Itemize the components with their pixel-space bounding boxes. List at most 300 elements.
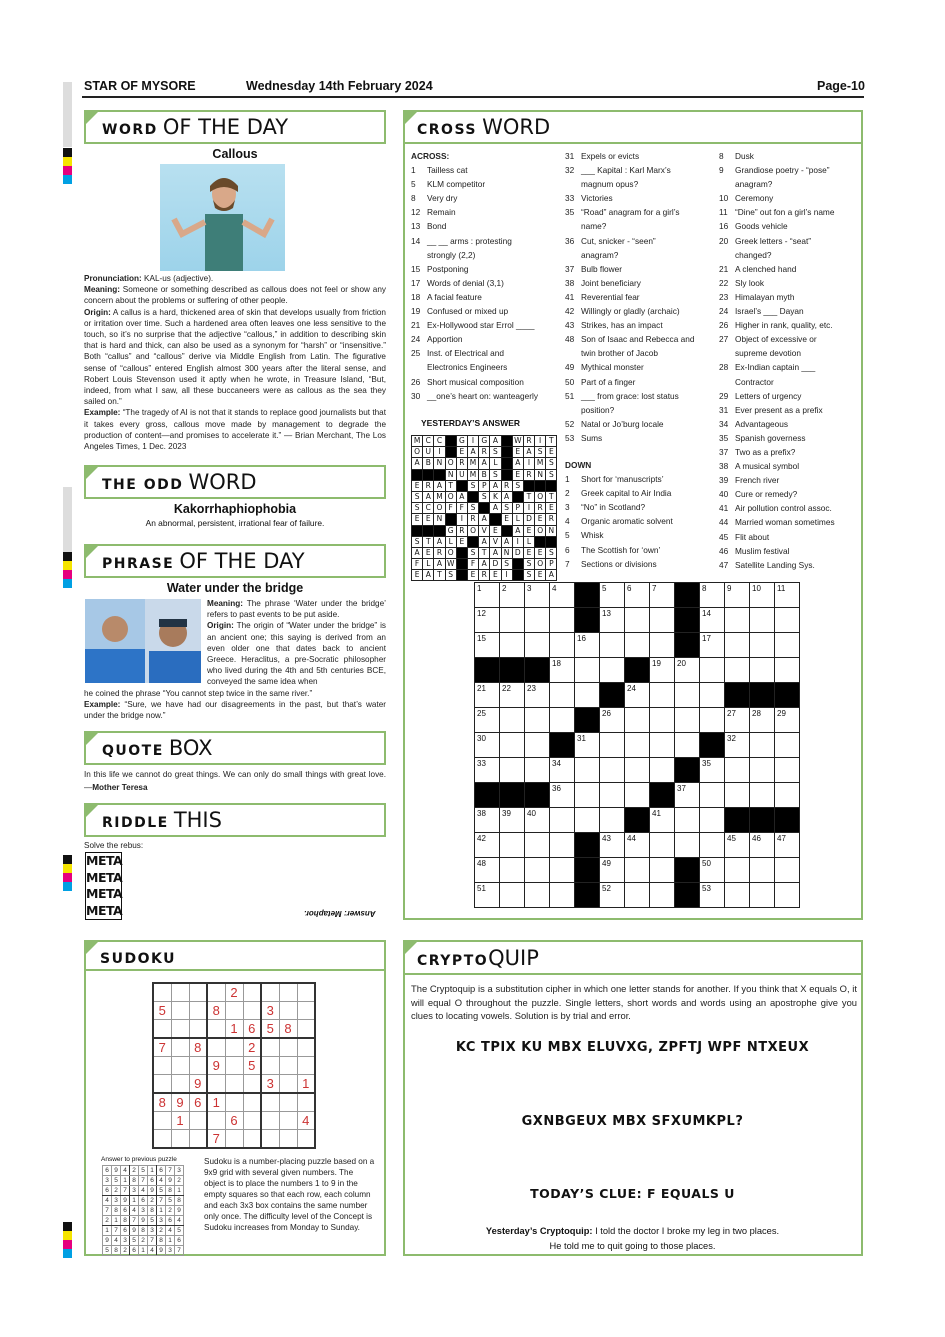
crossword-cell[interactable] — [700, 658, 725, 683]
sudoku-cell[interactable] — [297, 1057, 315, 1075]
crossword-cell[interactable]: 26 — [600, 708, 625, 733]
crossword-cell[interactable] — [575, 758, 600, 783]
black-square[interactable] — [675, 583, 700, 608]
crossword-cell[interactable]: 8 — [700, 583, 725, 608]
sudoku-cell[interactable] — [171, 1002, 189, 1020]
crossword-cell[interactable] — [575, 808, 600, 833]
crossword-cell[interactable] — [700, 683, 725, 708]
sudoku-cell[interactable]: 8 — [207, 1002, 225, 1020]
sudoku-cell[interactable] — [261, 983, 279, 1002]
clue-number: 3 — [565, 502, 570, 513]
black-square[interactable] — [575, 858, 600, 883]
clue-number: 43 — [565, 320, 575, 331]
crossword-cell[interactable]: 12 — [475, 608, 500, 633]
crossword-cell[interactable] — [775, 608, 800, 633]
crossword-cell[interactable]: 34 — [550, 758, 575, 783]
sudoku-cell: 9 — [130, 1226, 139, 1236]
crossword-cell[interactable] — [775, 733, 800, 758]
sudoku-cell[interactable] — [207, 983, 225, 1002]
crossword-cell[interactable] — [525, 758, 550, 783]
black-square[interactable] — [575, 583, 600, 608]
sudoku-cell[interactable] — [171, 1038, 189, 1057]
answer-cell: I — [434, 447, 445, 458]
sudoku-cell[interactable] — [171, 1075, 189, 1094]
black-square[interactable] — [475, 658, 500, 683]
answer-cell: N — [434, 514, 445, 525]
black-square[interactable] — [750, 683, 775, 708]
crossword-cell[interactable] — [600, 808, 625, 833]
sudoku-cell[interactable] — [189, 983, 207, 1002]
crossword-cell[interactable]: 10 — [750, 583, 775, 608]
black-square[interactable] — [575, 883, 600, 908]
crossword-cell[interactable] — [525, 708, 550, 733]
crossword-cell[interactable]: 48 — [475, 858, 500, 883]
crossword-cell[interactable] — [600, 733, 625, 758]
crossword-cell[interactable] — [725, 608, 750, 633]
crossword-cell[interactable] — [650, 608, 675, 633]
crossword-cell[interactable]: 9 — [725, 583, 750, 608]
crossword-cell[interactable] — [650, 733, 675, 758]
black-square[interactable] — [500, 783, 525, 808]
crossword-cell[interactable]: 13 — [600, 608, 625, 633]
sudoku-cell[interactable] — [153, 1075, 171, 1094]
crossword-cell[interactable] — [600, 658, 625, 683]
sudoku-cell: 2 — [148, 1196, 157, 1206]
black-square[interactable] — [675, 758, 700, 783]
crossword-cell[interactable] — [625, 733, 650, 758]
crossword-cell[interactable]: 51 — [475, 883, 500, 908]
crossword-cell[interactable]: 42 — [475, 833, 500, 858]
sudoku-cell[interactable]: 1 — [297, 1075, 315, 1094]
sudoku-cell[interactable] — [279, 1112, 297, 1130]
crossword-cell[interactable] — [750, 608, 775, 633]
crossword-cell[interactable] — [500, 883, 525, 908]
sudoku-cell[interactable] — [279, 1075, 297, 1094]
sudoku-cell[interactable]: 8 — [189, 1038, 207, 1057]
black-square — [523, 480, 534, 491]
crossword-cell[interactable] — [650, 758, 675, 783]
black-square[interactable] — [675, 858, 700, 883]
sudoku-cell[interactable] — [207, 1112, 225, 1130]
crossword-cell[interactable]: 45 — [725, 833, 750, 858]
sudoku-cell[interactable] — [189, 1112, 207, 1130]
crossword-cell[interactable]: 30 — [475, 733, 500, 758]
sudoku-cell[interactable]: 7 — [207, 1130, 225, 1149]
answer-cell: F — [412, 559, 423, 570]
sudoku-cell[interactable]: 4 — [297, 1112, 315, 1130]
black-square[interactable] — [500, 658, 525, 683]
crossword-cell[interactable] — [500, 608, 525, 633]
sudoku-cell[interactable] — [189, 1057, 207, 1075]
print-mark — [63, 1222, 72, 1231]
crossword-cell[interactable]: 28 — [750, 708, 775, 733]
black-square[interactable] — [550, 733, 575, 758]
crossword-cell[interactable] — [775, 858, 800, 883]
crossword-cell[interactable] — [550, 808, 575, 833]
crossword-cell[interactable] — [550, 883, 575, 908]
crossword-cell[interactable]: 14 — [700, 608, 725, 633]
crossword-cell[interactable] — [575, 683, 600, 708]
crossword-cell[interactable] — [725, 658, 750, 683]
sudoku-cell[interactable] — [297, 1038, 315, 1057]
sudoku-cell[interactable]: 6 — [189, 1093, 207, 1112]
sudoku-cell[interactable]: 8 — [279, 1020, 297, 1039]
sudoku-cell[interactable]: 2 — [243, 1038, 261, 1057]
black-square[interactable] — [475, 783, 500, 808]
sudoku-cell[interactable] — [279, 1002, 297, 1020]
sudoku-cell[interactable]: 1 — [207, 1093, 225, 1112]
crossword-cell[interactable] — [650, 633, 675, 658]
clue-text: magnum opus? — [581, 179, 639, 190]
sudoku-cell[interactable] — [261, 1112, 279, 1130]
clue-text: Dusk — [735, 151, 754, 161]
crossword-cell[interactable]: 38 — [475, 808, 500, 833]
sudoku-cell[interactable]: 2 — [225, 983, 243, 1002]
crossword-cell[interactable]: 53 — [700, 883, 725, 908]
sudoku-cell: 6 — [103, 1166, 112, 1176]
crossword-cell[interactable]: 15 — [475, 633, 500, 658]
answer-cell: E — [546, 503, 557, 514]
sudoku-cell[interactable]: 9 — [171, 1093, 189, 1112]
black-square[interactable] — [675, 883, 700, 908]
clue-number: 22 — [719, 277, 729, 288]
crossword-cell[interactable]: 52 — [600, 883, 625, 908]
crossword-cell[interactable] — [500, 733, 525, 758]
crossword-cell[interactable]: 27 — [725, 708, 750, 733]
answer-cell: S — [501, 559, 512, 570]
crossword-cell[interactable]: 20 — [675, 658, 700, 683]
crossword-cell[interactable] — [550, 608, 575, 633]
crossword-cell[interactable]: 29 — [775, 708, 800, 733]
crossword-cell[interactable] — [700, 783, 725, 808]
crossword-cell[interactable]: 22 — [500, 683, 525, 708]
crossword-cell[interactable] — [750, 783, 775, 808]
crossword-cell[interactable]: 16 — [575, 633, 600, 658]
black-square[interactable] — [625, 808, 650, 833]
sudoku-cell[interactable] — [225, 1093, 243, 1112]
sudoku-cell[interactable] — [225, 1002, 243, 1020]
crossword-cell[interactable] — [625, 708, 650, 733]
clue-item — [565, 149, 715, 163]
sudoku-cell[interactable] — [207, 1020, 225, 1039]
crossword-cell[interactable]: 47 — [775, 833, 800, 858]
crossword-cell[interactable] — [600, 783, 625, 808]
crossword-cell[interactable]: 3 — [525, 583, 550, 608]
answer-cell: C — [423, 503, 434, 514]
crossword-cell[interactable] — [725, 783, 750, 808]
crossword-cell[interactable] — [775, 883, 800, 908]
black-square[interactable] — [525, 658, 550, 683]
clue-number: 1 — [565, 474, 570, 485]
sudoku-cell[interactable] — [189, 1130, 207, 1149]
clue-number: 34 — [719, 418, 729, 429]
sudoku-cell[interactable] — [189, 1002, 207, 1020]
sudoku-cell[interactable] — [171, 1130, 189, 1149]
crossword-cell[interactable]: 24 — [625, 683, 650, 708]
sudoku-cell[interactable] — [279, 983, 297, 1002]
crossword-cell[interactable]: 2 — [500, 583, 525, 608]
sudoku-cell[interactable] — [153, 1057, 171, 1075]
black-square[interactable] — [775, 808, 800, 833]
sudoku-cell[interactable] — [171, 1020, 189, 1039]
sudoku-cell[interactable] — [243, 1075, 261, 1094]
crossword-cell[interactable]: 6 — [625, 583, 650, 608]
sudoku-cell[interactable] — [225, 1075, 243, 1094]
crossword-cell[interactable]: 49 — [600, 858, 625, 883]
clue-item — [719, 375, 859, 389]
black-square[interactable] — [750, 808, 775, 833]
crossword-cell[interactable]: 4 — [550, 583, 575, 608]
crossword-cell[interactable] — [725, 858, 750, 883]
crossword-cell[interactable]: 50 — [700, 858, 725, 883]
crossword-cell[interactable] — [675, 683, 700, 708]
sudoku-cell[interactable] — [261, 1057, 279, 1075]
sudoku-cell: 2 — [139, 1236, 148, 1246]
crossword-cell[interactable] — [550, 833, 575, 858]
crossword-cell[interactable] — [600, 758, 625, 783]
crossword-cell[interactable]: 36 — [550, 783, 575, 808]
print-mark — [63, 882, 72, 891]
black-square[interactable] — [575, 833, 600, 858]
crossword-cell[interactable] — [750, 883, 775, 908]
crossword-cell[interactable]: 43 — [600, 833, 625, 858]
sudoku-cell[interactable] — [261, 1038, 279, 1057]
answer-cell: E — [535, 570, 546, 581]
black-square[interactable] — [775, 683, 800, 708]
sudoku-cell[interactable]: 5 — [243, 1057, 261, 1075]
crossword-cell[interactable] — [650, 708, 675, 733]
black-square[interactable] — [725, 683, 750, 708]
crossword-cell[interactable] — [625, 783, 650, 808]
crossword-cell[interactable] — [625, 858, 650, 883]
clue-text: Bond — [427, 221, 447, 232]
black-square[interactable] — [575, 708, 600, 733]
sudoku-cell: 5 — [148, 1216, 157, 1226]
sudoku-cell[interactable] — [243, 1002, 261, 1020]
sudoku-cell[interactable] — [297, 983, 315, 1002]
crossword-cell[interactable] — [700, 833, 725, 858]
crossword-cell[interactable]: 11 — [775, 583, 800, 608]
crossword-cell[interactable] — [750, 633, 775, 658]
crossword-cell[interactable]: 7 — [650, 583, 675, 608]
crossword-cell[interactable] — [550, 858, 575, 883]
crossword-cell[interactable] — [650, 858, 675, 883]
black-square — [546, 536, 557, 547]
crossword-cell[interactable] — [550, 683, 575, 708]
crossword-cell[interactable]: 44 — [625, 833, 650, 858]
answer-cell: V — [490, 536, 501, 547]
clue-item — [565, 290, 715, 304]
sudoku-cell[interactable]: 6 — [225, 1112, 243, 1130]
answer-cell: S — [490, 469, 501, 480]
sudoku-cell[interactable] — [243, 983, 261, 1002]
crossword-cell[interactable] — [600, 633, 625, 658]
sudoku-cell[interactable]: 9 — [207, 1057, 225, 1075]
crossword-cell[interactable] — [500, 833, 525, 858]
black-square[interactable] — [650, 783, 675, 808]
crossword-cell[interactable] — [525, 633, 550, 658]
crossword-cell[interactable] — [575, 658, 600, 683]
sudoku-cell[interactable] — [243, 1130, 261, 1149]
black-square[interactable] — [725, 808, 750, 833]
sudoku-cell[interactable]: 6 — [243, 1020, 261, 1039]
answer-cell: E — [412, 480, 423, 491]
crossword-cell[interactable] — [775, 783, 800, 808]
crossword-cell[interactable] — [750, 733, 775, 758]
sudoku-cell[interactable]: 5 — [153, 1002, 171, 1020]
sudoku-cell[interactable] — [171, 983, 189, 1002]
sudoku-cell[interactable] — [279, 1130, 297, 1149]
crossword-cell[interactable] — [750, 658, 775, 683]
crossword-cell[interactable] — [700, 808, 725, 833]
black-square[interactable] — [600, 683, 625, 708]
crossword-cell[interactable] — [500, 758, 525, 783]
answer-cell: I — [523, 503, 534, 514]
label: Origin: — [207, 621, 234, 631]
crossword-cell[interactable] — [675, 833, 700, 858]
crossword-cell[interactable] — [525, 883, 550, 908]
black-square[interactable] — [575, 608, 600, 633]
sudoku-cell[interactable] — [171, 1057, 189, 1075]
crossword-cell[interactable] — [500, 633, 525, 658]
crossword-cell[interactable] — [525, 833, 550, 858]
clue-number: 13 — [411, 221, 421, 232]
sudoku-cell[interactable] — [243, 1112, 261, 1130]
crossword-cell[interactable]: 46 — [750, 833, 775, 858]
clue-number: 21 — [411, 320, 421, 331]
sudoku-cell[interactable] — [279, 1093, 297, 1112]
crossword-cell[interactable]: 5 — [600, 583, 625, 608]
sudoku-cell[interactable]: 7 — [153, 1038, 171, 1057]
crossword-cell[interactable] — [625, 633, 650, 658]
crossword-cell[interactable]: 35 — [700, 758, 725, 783]
crossword-cell[interactable] — [725, 758, 750, 783]
sudoku-cell[interactable] — [207, 1038, 225, 1057]
crossword-cell[interactable] — [650, 683, 675, 708]
crossword-cell[interactable]: 25 — [475, 708, 500, 733]
answer-cell: N — [445, 469, 456, 480]
crossword-cell[interactable]: 39 — [500, 808, 525, 833]
sudoku-cell[interactable] — [243, 1093, 261, 1112]
crossword-cell[interactable] — [675, 808, 700, 833]
crossword-cell[interactable] — [725, 883, 750, 908]
crossword-cell[interactable]: 33 — [475, 758, 500, 783]
crossword-cell[interactable]: 21 — [475, 683, 500, 708]
sudoku-cell[interactable] — [189, 1020, 207, 1039]
crossword-cell[interactable] — [700, 708, 725, 733]
crossword-cell[interactable]: 18 — [550, 658, 575, 683]
sudoku-cell[interactable] — [261, 1130, 279, 1149]
crossword-cell[interactable] — [525, 608, 550, 633]
sudoku-cell[interactable]: 5 — [261, 1020, 279, 1039]
answer-cell: E — [523, 547, 534, 558]
crossword-cell[interactable] — [775, 658, 800, 683]
crossword-cell[interactable]: 19 — [650, 658, 675, 683]
crossword-cell[interactable] — [775, 633, 800, 658]
crossword-cell[interactable] — [625, 883, 650, 908]
crossword-cell[interactable]: 37 — [675, 783, 700, 808]
crossword-cell[interactable] — [750, 758, 775, 783]
crossword-cell[interactable] — [525, 733, 550, 758]
crossword-cell[interactable] — [650, 883, 675, 908]
sudoku-cell[interactable] — [261, 1093, 279, 1112]
sudoku-cell[interactable] — [153, 1130, 171, 1149]
crossword-cell[interactable] — [625, 758, 650, 783]
sudoku-cell[interactable]: 1 — [225, 1020, 243, 1039]
sudoku-cell[interactable] — [279, 1057, 297, 1075]
black-square[interactable] — [700, 733, 725, 758]
sudoku-cell[interactable] — [225, 1057, 243, 1075]
crossword-cell[interactable]: 31 — [575, 733, 600, 758]
sudoku-cell[interactable] — [225, 1038, 243, 1057]
crossword-cell[interactable]: 41 — [650, 808, 675, 833]
print-mark — [63, 570, 72, 579]
crossword-cell[interactable] — [650, 833, 675, 858]
answer-cell: R — [423, 480, 434, 491]
clue-number: 9 — [719, 165, 724, 176]
crossword-cell[interactable]: 40 — [525, 808, 550, 833]
black-square[interactable] — [525, 783, 550, 808]
sudoku-cell[interactable] — [153, 1020, 171, 1039]
black-square[interactable] — [625, 658, 650, 683]
sudoku-cell[interactable] — [297, 1093, 315, 1112]
black-square[interactable] — [675, 633, 700, 658]
clue-text: A facial feature — [427, 291, 482, 302]
clue-item — [411, 389, 561, 403]
crossword-cell[interactable] — [575, 783, 600, 808]
crossword-cell[interactable]: 17 — [700, 633, 725, 658]
crossword-cell[interactable] — [750, 858, 775, 883]
crossword-cell[interactable]: 32 — [725, 733, 750, 758]
sudoku-cell[interactable] — [297, 1020, 315, 1039]
crossword-cell[interactable] — [675, 733, 700, 758]
sudoku-cell[interactable]: 3 — [261, 1075, 279, 1094]
sudoku-cell[interactable] — [297, 1002, 315, 1020]
phrase-text-right — [207, 598, 386, 688]
sudoku-cell[interactable]: 9 — [189, 1075, 207, 1094]
sudoku-cell[interactable] — [225, 1130, 243, 1149]
sudoku-cell[interactable] — [207, 1075, 225, 1094]
crossword-cell[interactable] — [675, 708, 700, 733]
crossword-cell[interactable] — [775, 758, 800, 783]
black-square[interactable] — [675, 608, 700, 633]
sudoku-cell: 7 — [175, 1246, 184, 1256]
black-square — [456, 559, 467, 570]
crossword-cell[interactable]: 23 — [525, 683, 550, 708]
crossword-cell[interactable] — [550, 708, 575, 733]
print-mark — [63, 148, 72, 157]
clue-text: Ever present as a prefix — [735, 404, 823, 415]
sudoku-cell[interactable]: 3 — [261, 1002, 279, 1020]
sudoku-cell[interactable] — [297, 1130, 315, 1149]
crossword-cell[interactable] — [550, 633, 575, 658]
sudoku-cell: 7 — [166, 1166, 175, 1176]
clue-number: 28 — [719, 362, 729, 373]
crossword-cell[interactable] — [525, 858, 550, 883]
sudoku-cell[interactable]: 1 — [171, 1112, 189, 1130]
crossword-cell[interactable]: 1 — [475, 583, 500, 608]
crossword-cell[interactable] — [500, 708, 525, 733]
sudoku-cell[interactable] — [279, 1038, 297, 1057]
black-square — [456, 480, 467, 491]
answer-cell: K — [490, 491, 501, 502]
crossword-cell[interactable] — [500, 858, 525, 883]
sudoku-cell[interactable]: 8 — [153, 1093, 171, 1112]
crossword-cell[interactable] — [725, 633, 750, 658]
crossword-cell[interactable] — [625, 608, 650, 633]
sudoku-cell[interactable] — [153, 983, 171, 1002]
sudoku-cell[interactable] — [153, 1112, 171, 1130]
